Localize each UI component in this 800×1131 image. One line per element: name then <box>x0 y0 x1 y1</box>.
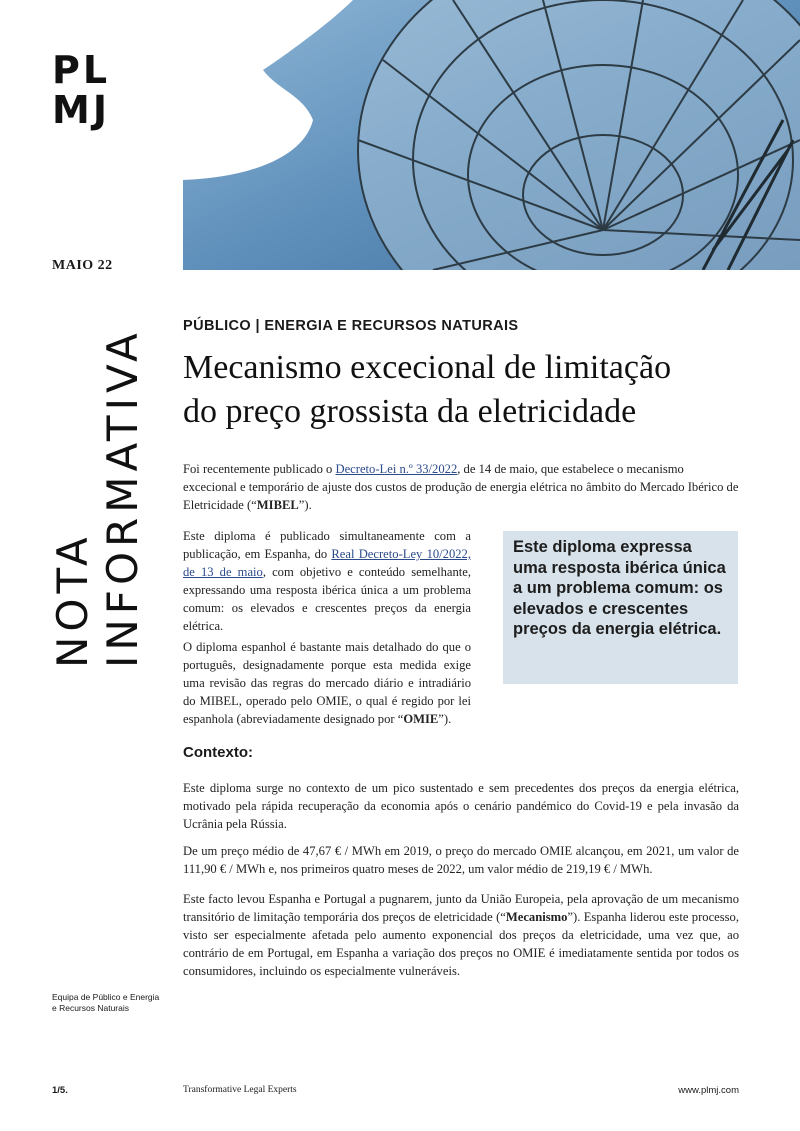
hero-image <box>183 0 800 270</box>
team-credit: Equipa de Público e Energia e Recursos Naturais <box>52 992 160 1013</box>
para2-text: Este diploma é publicado simultaneamente com a publicação, em Espanha, do <box>183 529 471 561</box>
paragraph-omie <box>183 638 471 728</box>
context-paragraph-1: Este diploma surge no contexto de um pico sustentado e sem precedentes dos preços da energia elétrica, motivado pela rápida recuperação da economia após o cenário pandémico do Covid-19 e pela invasão da Ucrânia pela Rússia. <box>183 781 739 831</box>
page-title <box>183 346 763 434</box>
context-paragraph-3 <box>183 890 739 980</box>
context3-text-end: ”). Espanha liderou este processo, visto ser especialmente afetada pelo aumento exponencial dos preços da eletricidade, uma vez que, ao contrário de em Portugal, em Espanha a variação dos preços no OMIE é imediatamente sentida por todos os consumidores, incluindo os especialmente vulneráveis. <box>183 910 739 978</box>
plmj-logo <box>52 50 134 130</box>
website-link[interactable]: www.plmj.com <box>678 1085 739 1096</box>
mecanismo-term: Mecanismo <box>505 910 568 924</box>
doc-type-line-2: INFORMATIVA <box>98 328 147 668</box>
footer-tagline: Transformative Legal Experts <box>183 1085 297 1095</box>
intro-text: Foi recentemente publicado o <box>183 462 336 476</box>
doc-type-line-1: NOTA <box>48 532 97 668</box>
title-line-2: do preço grossista da eletricidade <box>183 393 637 430</box>
publication-date: MAIO 22 <box>52 258 113 273</box>
context3-text: Este facto levou Espanha e Portugal a pugnarem, junto da União Europeia, pela aprovação de um mecanismo transitório de limitação temporária dos preços de eletricidade (“ <box>183 892 739 924</box>
para3-text-end: ”). <box>438 712 452 726</box>
para2-text-cont: , com objetivo e conteúdo semelhante, expressando uma resposta ibérica única a um problema comum: os elevados e crescentes preços da energia elétrica. <box>183 565 471 633</box>
real-decreto-ley-link[interactable]: Real Decreto-Ley 10/2022, de 13 de maio <box>183 547 471 579</box>
mibel-term: MIBEL <box>256 498 299 512</box>
logo-line-1: PL <box>52 48 111 92</box>
page-number: 1/5. <box>52 1085 68 1096</box>
context-paragraph-2: De um preço médio de 47,67 € / MWh em 2019, o preço do mercado OMIE alcançou, em 2021, um valor de 111,90 € / MWh e, nos primeiros quatro meses de 2022, um valor médio de 219,19 € / MWh. <box>183 844 739 876</box>
intro-text-cont: , de 14 de maio, que estabelece o mecanismo excecional e temporário de ajuste dos custos de produção de energia elétrica no âmbito do Mercado Ibérico de Eletricidade (“ <box>183 462 739 512</box>
omie-term: OMIE <box>403 712 439 726</box>
decreto-lei-link[interactable]: Decreto-Lei n.º 33/2022 <box>335 462 458 476</box>
paragraph-spain <box>183 527 471 635</box>
pull-quote: Este diploma expressa uma resposta ibérica única a um problema comum: os elevados e crescentes preços da energia elétrica. <box>503 531 738 684</box>
intro-text-end: ”). <box>298 498 312 512</box>
logo-line-2: MJ <box>52 88 110 132</box>
title-line-1: Mecanismo excecional de limitação <box>183 349 672 386</box>
satellite-dish-photo <box>183 0 800 270</box>
category-kicker: PÚBLICO | ENERGIA E RECURSOS NATURAIS <box>183 318 519 334</box>
section-heading-contexto: Contexto: <box>183 744 253 761</box>
document-type-vertical <box>48 328 148 668</box>
intro-paragraph <box>183 460 739 514</box>
para3-text: O diploma espanhol é bastante mais detalhado do que o português, designadamente porque esta medida exige uma revisão das regras do mercado diário e intradiário do MIBEL, operado pelo OMIE, o qual é regido por lei espanhola (abreviadamente designado por “ <box>183 640 471 726</box>
